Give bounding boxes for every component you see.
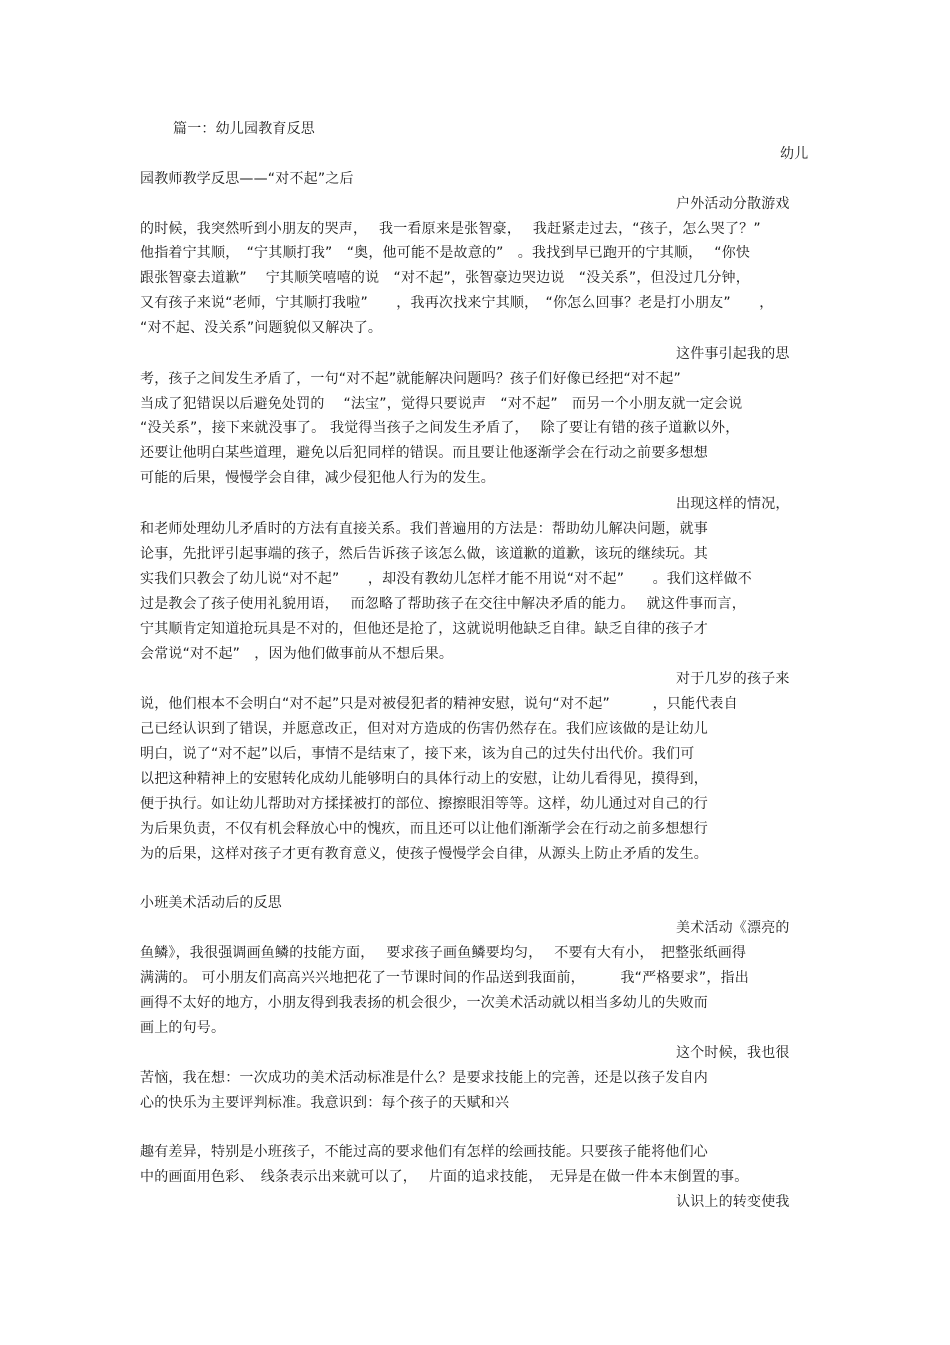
text-line: 中的画面用色彩、 线条表示出来就可以了， 片面的追求技能， 无异是在做一件本末倒置的事。 bbox=[140, 1169, 749, 1185]
text-line: 明白，说了“对不起”以后，事情不是结束了，接下来，该为自己的过失付出代价。我们可 bbox=[140, 746, 695, 762]
text-line: 便于执行。如让幼儿帮助对方揉揉被打的部位、擦擦眼泪等等。这样，幼儿通过对自己的行 bbox=[140, 796, 708, 812]
text-line: 还要让他明白某些道理，避免以后犯同样的错误。而且要让他逐渐学会在行动之前要多想想 bbox=[140, 445, 708, 461]
text-line: 美术活动《漂亮的 bbox=[676, 920, 790, 936]
text-line: 满满的。 可小朋友们高高兴兴地把花了一节课时间的作品送到我面前， 我“严格要求”，指出 bbox=[140, 970, 749, 986]
text-line: 趣有差异，特别是小班孩子，不能过高的要求他们有怎样的绘画技能。只要孩子能将他们心 bbox=[140, 1144, 708, 1160]
text-line: 这件事引起我的思 bbox=[676, 346, 790, 362]
text-line: 鱼鳞》，我很强调画鱼鳞的技能方面， 要求孩子画鱼鳞要均匀， 不要有大有小， 把整张纸画得 bbox=[140, 945, 747, 961]
text-line: 又有孩子来说“老师，宁其顺打我啦” ，我再次找来宁其顺， “你怎么回事？老是打小朋友” ， bbox=[140, 295, 774, 311]
text-line: 苦恼，我在想：一次成功的美术活动标准是什么？是要求技能上的完善，还是以孩子发自内 bbox=[140, 1070, 708, 1086]
text-line: 会常说“对不起” ，因为他们做事前从不想后果。 bbox=[140, 646, 454, 662]
section-title-kindergarten-reflection: 篇一：幼儿园教育反思 bbox=[173, 121, 315, 137]
text-line: 认识上的转变使我 bbox=[676, 1194, 790, 1210]
text-line: 为的后果，这样对孩子才更有教育意义，使孩子慢慢学会自律，从源头上防止矛盾的发生。 bbox=[140, 846, 708, 862]
text-line: 实我们只教会了幼儿说“对不起” ，却没有教幼儿怎样才能不用说“对不起” 。我们这样做不 bbox=[140, 571, 753, 587]
text-line: 画上的句号。 bbox=[140, 1020, 226, 1036]
text-line: 论事，先批评引起事端的孩子，然后告诉孩子该怎么做，该道歉的道歉，该玩的继续玩。其 bbox=[140, 546, 708, 562]
text-line: 己已经认识到了错误，并愿意改正，但对对方造成的伤害仍然存在。我们应该做的是让幼儿 bbox=[140, 721, 708, 737]
text-line: 对于几岁的孩子来 bbox=[676, 671, 790, 687]
text-line: 宁其顺肯定知道抢玩具是不对的，但他还是抢了，这就说明他缺乏自律。缺乏自律的孩子才 bbox=[140, 621, 708, 637]
text-line: 说，他们根本不会明白“对不起”只是对被侵犯者的精神安慰，说句“对不起” ，只能代表自 bbox=[140, 696, 738, 712]
text-line: “对不起、没关系”问题貌似又解决了。 bbox=[140, 320, 383, 336]
text-line: 幼儿 bbox=[780, 146, 809, 162]
text-line: 当成了犯错误以后避免处罚的 “法宝”，觉得只要说声 “对不起” 而另一个小朋友就一定会说 bbox=[140, 396, 743, 412]
text-line: 可能的后果，慢慢学会自律，减少侵犯他人行为的发生。 bbox=[140, 470, 495, 486]
text-line: 考，孩子之间发生矛盾了，一句“对不起”就能解决问题吗？孩子们好像已经把“对不起” bbox=[140, 371, 682, 387]
text-line: 他指着宁其顺， “宁其顺打我” “奥，他可能不是故意的” 。我找到早已跑开的宁其顺， “你快 bbox=[140, 245, 751, 261]
text-line: 的时候，我突然听到小朋友的哭声， 我一看原来是张智豪， 我赶紧走过去，“孩子，怎么哭了？” bbox=[140, 221, 761, 237]
text-line: 这个时候，我也很 bbox=[676, 1045, 790, 1061]
text-line: 心的快乐为主要评判标准。我意识到：每个孩子的天赋和兴 bbox=[140, 1095, 510, 1111]
text-line: 以把这种精神上的安慰转化成幼儿能够明白的具体行动上的安慰，让幼儿看得见，摸得到， bbox=[140, 771, 708, 787]
section-title-art-activity-reflection: 小班美术活动后的反思 bbox=[140, 895, 282, 911]
text-line: 过是教会了孩子使用礼貌用语， 而忽略了帮助孩子在交往中解决矛盾的能力。 就这件事而言， bbox=[140, 596, 746, 612]
text-line: 园教师教学反思——“对不起”之后 bbox=[140, 171, 354, 187]
text-line: 和老师处理幼儿矛盾时的方法有直接关系。我们普遍用的方法是：帮助幼儿解决问题，就事 bbox=[140, 521, 708, 537]
text-line: “没关系”，接下来就没事了。 我觉得当孩子之间发生矛盾了， 除了要让有错的孩子道歉以外， bbox=[140, 420, 740, 436]
text-line: 户外活动分散游戏 bbox=[676, 196, 790, 212]
text-line: 跟张智豪去道歉” 宁其顺笑嘻嘻的说 “对不起”，张智豪边哭边说 “没关系”，但没过几分钟， bbox=[140, 270, 750, 286]
text-line: 画得不太好的地方，小朋友得到我表扬的机会很少，一次美术活动就以相当多幼儿的失败而 bbox=[140, 995, 708, 1011]
text-line: 出现这样的情况， bbox=[676, 496, 790, 512]
text-line: 为后果负责，不仅有机会释放心中的愧疚，而且还可以让他们渐渐学会在行动之前多想想行 bbox=[140, 821, 708, 837]
